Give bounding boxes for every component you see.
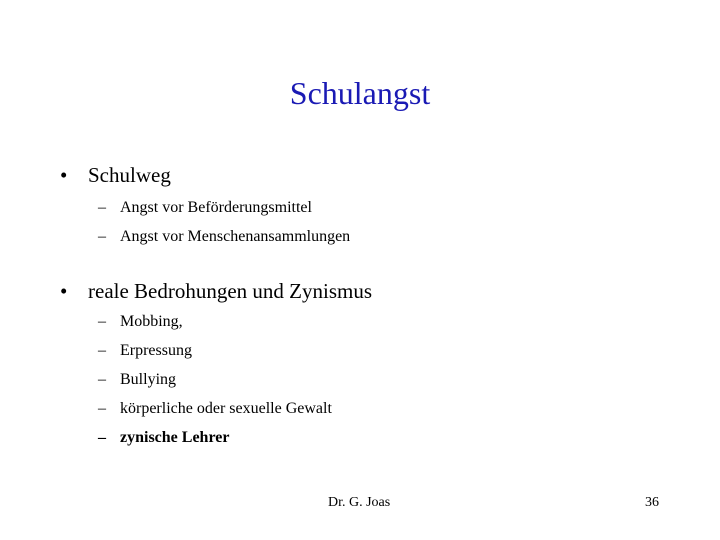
dash-marker: – — [98, 400, 106, 417]
dash-marker: – — [98, 199, 106, 216]
list-item-text: Mobbing, — [120, 313, 183, 330]
footer-author: Dr. G. Joas — [328, 495, 391, 510]
dash-marker: – — [98, 429, 106, 446]
list-item-text: Erpressung — [120, 342, 192, 359]
list-item — [98, 336, 332, 365]
dash-marker: – — [98, 371, 106, 388]
list-item — [98, 394, 332, 423]
slide-title: Schulangst — [289, 75, 431, 111]
subitem-list-bedrohungen — [98, 307, 332, 452]
list-item — [98, 365, 332, 394]
dash-marker: – — [98, 313, 106, 330]
list-item-text: zynische Lehrer — [120, 429, 230, 446]
list-item — [98, 307, 332, 336]
list-item-text: Angst vor Menschenansammlungen — [120, 228, 351, 245]
bullet-marker: • — [60, 163, 68, 187]
bullet-bedrohungen — [60, 279, 372, 304]
list-item — [98, 222, 350, 251]
bullet-heading: reale Bedrohungen und Zynismus — [88, 279, 373, 303]
dash-marker: – — [98, 228, 106, 245]
page-number: 36 — [645, 495, 659, 510]
list-item-text: Bullying — [120, 371, 177, 388]
subitem-list-schulweg — [98, 193, 350, 251]
bullet-heading: Schulweg — [88, 163, 171, 187]
bullet-marker: • — [60, 279, 68, 303]
dash-marker: – — [98, 342, 106, 359]
list-item — [98, 423, 332, 452]
list-item — [98, 193, 350, 222]
bullet-schulweg — [60, 163, 171, 188]
list-item-text: Angst vor Beförderungsmittel — [120, 199, 312, 216]
list-item-text: körperliche oder sexuelle Gewalt — [120, 400, 332, 417]
